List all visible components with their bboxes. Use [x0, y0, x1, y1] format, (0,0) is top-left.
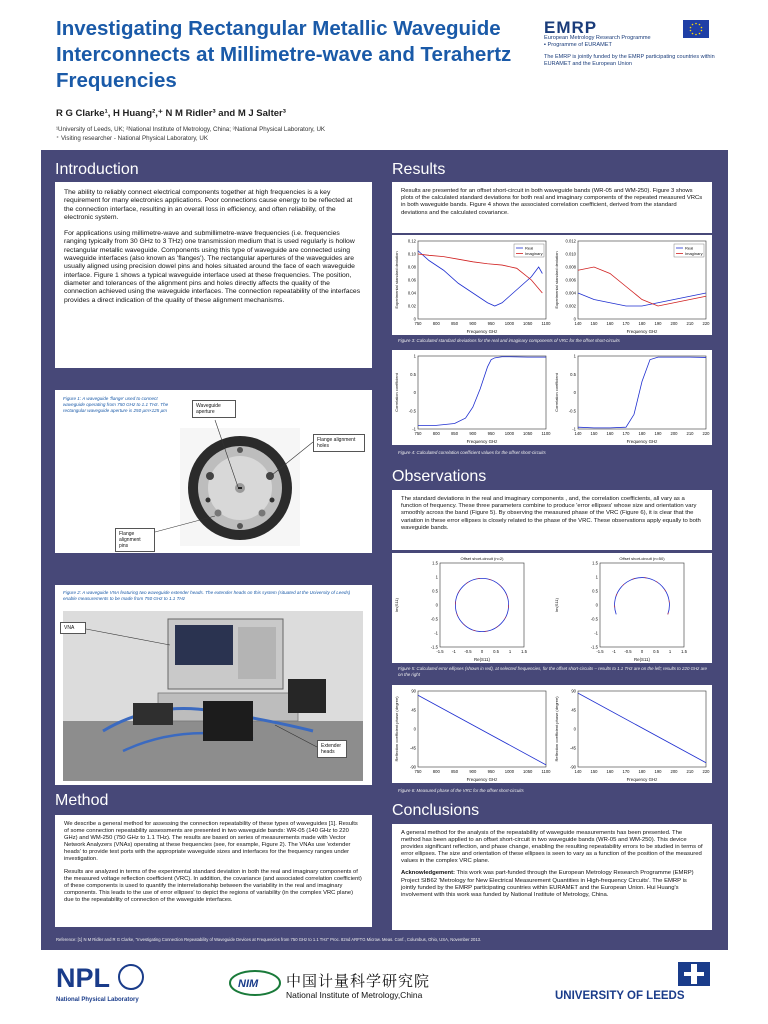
- x-tick-label: 190: [654, 431, 662, 436]
- introduction-heading: Introduction: [55, 161, 139, 178]
- y-tick-label: 0: [413, 726, 416, 732]
- x-tick-label: 1.5: [681, 649, 687, 654]
- poster-title: Investigating Rectangular Metallic Waveguide Interconnects at Millimetre-wave and Terahertz Frequencies: [56, 17, 512, 92]
- leeds-crest-icon: [676, 960, 712, 988]
- x-tick-label: 0: [480, 649, 484, 654]
- y-tick-label: 0.008: [565, 264, 576, 270]
- emrp-funding-note: The EMRP is jointly funded by the EMRP participating countries within EURAMET and the European Union: [544, 54, 715, 67]
- y-tick-label: -1: [412, 426, 416, 432]
- figure-5-box: [392, 553, 712, 663]
- x-tick-label: 200: [670, 431, 678, 436]
- x-tick-label: 140: [574, 321, 582, 326]
- y-tick-label: 0: [573, 726, 576, 732]
- x-tick-label: -1.5: [436, 649, 444, 654]
- y-tick-label: 0: [573, 316, 576, 322]
- label-flange-alignment-pins: Flange alignment pins: [115, 528, 155, 552]
- x-axis-label: Re(S11): [473, 657, 491, 662]
- y-tick-label: 0.004: [565, 290, 576, 296]
- x-tick-label: 160: [606, 321, 614, 326]
- x-tick-label: 220: [702, 431, 710, 436]
- x-axis-label: Frequency GHz: [466, 777, 498, 782]
- introduction-paragraph: For applications using millimetre-wave and submillimetre-wave frequencies (i.e. frequencies ranging typically from 30 GHz to 3 THz) one transmission medium that is used regularly is hollow rectangular metallic waveguide. Components using this type of waveguide are connected using waveguide interfaces (also known as 'flanges'). The rectangular apertures of the waveguides are usually aligned using precision dowel pins and holes situated around the face of each waveguide interface. Figure 1 shows a typical waveguide interface used at these frequencies. The position, diameter and tolerances of the alignment pins and holes directly affects the quality of the connection achieved using the waveguide interfaces. The connection repeatability of the interfaces provides a direct indication of the quality of these alignment mechanisms.: [64, 230, 361, 304]
- affiliation-line: ⁺ Visiting researcher - National Physical Laboratory, UK: [56, 135, 208, 142]
- method-paragraph: We describe a general method for assessing the connection repeatability of these types of waveguides [1]. Results of some connection repeatability assessments are presented in two waveguide bands: WR-05 (140 GHz to 220 GHz) and WM-250 (750 GHz to 1.1 THz). The results are based on series of measurements made with Vector Network Analyzers (VNAs) operating at these frequencies (see, for example, Figure 2). The VNAs use 'extender heads' to provide test ports with the appropriate waveguide sizes and interfaces for the frequency ranges under investigation.: [64, 821, 358, 862]
- y-tick-label: 1: [573, 353, 576, 359]
- results-paragraph: Results are presented for an offset short-circuit in both waveguide bands (WR-05 and WM-250). Figure 3 shows plots of the calculated standard deviations for both real and imaginary components of the repeated measured VRCs in both waveguide bands. Figure 4 shows the associated correlation coefficient, derived from the standard deviations and the calculated covariance.: [401, 188, 703, 216]
- method-paragraph: Results are analyzed in terms of the experimental standard deviation in both the real and imaginary components of the measured voltage reflection coefficient (VRC). In addition, the covariance (and associated correlation coefficient) of these components is used to quantify the interrelationship between the variability in the real and imaginary components. This leads to the use of error ellipses' to depict the regions of variability (in the complex VRC plane) due to the repeatability of connection of the waveguide interfaces.: [64, 869, 362, 903]
- figure-3-right-chart: [552, 235, 712, 335]
- y-tick-label: -90: [409, 764, 416, 770]
- plot-area: [600, 563, 684, 647]
- x-tick-label: -1: [452, 649, 456, 654]
- x-tick-label: 800: [432, 769, 440, 774]
- y-tick-label: 0.04: [407, 290, 416, 296]
- y-tick-label: 0.006: [565, 277, 576, 283]
- x-tick-label: 850: [451, 769, 459, 774]
- x-tick-label: 1050: [523, 321, 533, 326]
- emrp-logo: EMRP: [544, 18, 598, 37]
- x-tick-label: -0.5: [464, 649, 472, 654]
- figure-3-left-chart: [392, 235, 552, 335]
- y-tick-label: -0.5: [408, 408, 416, 414]
- emrp-sub-line: ▪ Programme of EURAMET: [544, 42, 612, 48]
- y-tick-label: 0: [573, 390, 576, 395]
- x-tick-label: 1: [508, 649, 512, 654]
- x-tick-label: 210: [686, 769, 694, 774]
- figure-6-right-chart: [552, 685, 712, 783]
- figure-1-caption: Figure 1: A waveguide 'flange' used to connect waveguide operating from 750 GHz to 1.1 THz. The rectangular waveguide aperture is 250 µm×125 µm: [63, 396, 169, 413]
- y-tick-label: 1: [435, 574, 438, 580]
- legend-label: Real: [525, 245, 534, 251]
- y-tick-label: 0.5: [592, 588, 598, 594]
- y-axis-label: Im(S11): [554, 598, 559, 612]
- y-tick-label: -90: [569, 764, 576, 770]
- figure-5-right-chart: [552, 553, 712, 663]
- y-tick-label: 1.5: [592, 560, 598, 566]
- x-tick-label: 1100: [541, 321, 551, 326]
- x-axis-label: Frequency GHz: [466, 329, 498, 334]
- affiliations: [56, 125, 325, 143]
- figure-6-left-chart: [392, 685, 552, 783]
- x-tick-label: 0.5: [493, 649, 499, 654]
- observations-textbox: [392, 490, 712, 550]
- x-tick-label: 1000: [504, 321, 515, 326]
- figure-2-pointer-lines: [55, 585, 372, 785]
- figure-5-left-chart: [392, 553, 552, 663]
- plot-area: [578, 691, 706, 767]
- y-tick-label: 1: [595, 574, 598, 580]
- x-tick-label: 190: [654, 769, 662, 774]
- x-axis-label: Frequency GHz: [626, 777, 658, 782]
- svg-text:NIM: NIM: [238, 978, 259, 990]
- x-tick-label: 150: [590, 769, 598, 774]
- y-tick-label: -0.5: [430, 616, 438, 622]
- x-tick-label: 200: [670, 321, 678, 326]
- x-tick-label: -1.5: [596, 649, 604, 654]
- introduction-paragraph: The ability to reliably connect electrical components together at high frequencies is a key requirement for many electronics applications. Poor connections cause energy to be reflected at the connection interface, resulting in an overall loss in efficiency, and often reliability, of the electronic system.: [64, 189, 353, 221]
- y-axis-label: Reflection coefficient phase (degree): [394, 696, 399, 762]
- x-tick-label: 170: [622, 431, 630, 436]
- x-tick-label: -0.5: [624, 649, 632, 654]
- conclusions-textbox: [392, 824, 712, 930]
- x-tick-label: -1: [612, 649, 616, 654]
- nim-name-english: National Institute of Metrology,China: [286, 990, 423, 1000]
- x-tick-label: 950: [487, 769, 495, 774]
- label-flange-alignment-holes: Flange alignment holes: [313, 434, 365, 452]
- y-tick-label: -1: [434, 630, 438, 636]
- observations-heading: Observations: [392, 468, 487, 485]
- y-tick-label: 0: [413, 390, 416, 395]
- y-tick-label: 0.12: [407, 238, 416, 244]
- y-tick-label: -45: [409, 745, 416, 751]
- chart-title: Offset short-circuit (n=50): [619, 556, 665, 561]
- x-tick-label: 190: [654, 321, 662, 326]
- x-tick-label: 220: [702, 321, 710, 326]
- y-tick-label: 0: [435, 602, 438, 608]
- y-axis-label: Experimental standard deviation: [554, 251, 559, 309]
- y-tick-label: 0.5: [570, 371, 576, 377]
- x-axis-label: Frequency GHz: [626, 329, 658, 334]
- x-tick-label: 170: [622, 769, 630, 774]
- authors: R G Clarke¹, H Huang²,⁺ N M Ridler³ and M J Salter³: [56, 108, 286, 119]
- x-tick-label: 210: [686, 321, 694, 326]
- leeds-logo: UNIVERSITY OF LEEDS: [555, 990, 685, 1002]
- x-tick-label: 750: [414, 431, 422, 436]
- x-tick-label: 180: [638, 431, 646, 436]
- figure-6-box: [392, 685, 712, 783]
- method-heading: Method: [55, 792, 109, 809]
- y-axis-label: Correlation coefficient: [554, 373, 559, 412]
- legend-label: Imaginary: [685, 251, 703, 256]
- x-tick-label: 750: [414, 321, 422, 326]
- legend-label: Imaginary: [525, 251, 543, 256]
- x-tick-label: 180: [638, 769, 646, 774]
- x-axis-label: Re(S11): [633, 657, 651, 662]
- x-tick-label: 1100: [541, 769, 551, 774]
- y-tick-label: 90: [411, 688, 416, 694]
- method-textbox: [55, 815, 372, 927]
- y-axis-label: Correlation coefficient: [394, 373, 399, 412]
- y-tick-label: 0.08: [407, 264, 416, 270]
- y-tick-label: 0.010: [565, 251, 576, 257]
- x-tick-label: 150: [590, 431, 598, 436]
- x-tick-label: 1000: [504, 769, 515, 774]
- x-tick-label: 160: [606, 769, 614, 774]
- y-tick-label: 45: [411, 707, 416, 713]
- legend-label: Real: [685, 245, 694, 251]
- x-tick-label: 1050: [523, 431, 533, 436]
- x-tick-label: 950: [487, 321, 495, 326]
- x-tick-label: 800: [432, 431, 440, 436]
- x-tick-label: 180: [638, 321, 646, 326]
- y-tick-label: -1: [594, 630, 598, 636]
- y-tick-label: 0.02: [407, 303, 416, 309]
- x-tick-label: 150: [590, 321, 598, 326]
- y-axis-label: Reflection coefficient phase (degree): [554, 696, 559, 762]
- npl-logo: NPL: [56, 963, 110, 993]
- x-tick-label: 0.5: [653, 649, 659, 654]
- plot-area: [440, 563, 524, 647]
- figure-1-box: [55, 390, 372, 553]
- plot-area: [418, 691, 546, 767]
- emrp-subtitle: [544, 35, 651, 49]
- x-tick-label: 1050: [523, 769, 533, 774]
- x-tick-label: 900: [469, 321, 477, 326]
- y-tick-label: 0.5: [432, 588, 438, 594]
- label-extender-heads: Extender heads: [317, 740, 347, 758]
- affiliation-line: ¹University of Leeds, UK; ²National Institute of Metrology, China; ³National Physical Laboratory, UK: [56, 126, 326, 133]
- x-tick-label: 950: [487, 431, 495, 436]
- x-tick-label: 1.5: [521, 649, 527, 654]
- figure-4-caption: Figure 4: Calculated correlation coefficient values for the offset short-circuits: [398, 450, 546, 455]
- x-tick-label: 850: [451, 431, 459, 436]
- x-tick-label: 140: [574, 431, 582, 436]
- results-heading: Results: [392, 161, 446, 178]
- x-tick-label: 0: [640, 649, 644, 654]
- x-tick-label: 170: [622, 321, 630, 326]
- x-axis-label: Frequency GHz: [626, 439, 658, 444]
- plot-area: [418, 356, 546, 429]
- chart-title: Offset short-circuit (n=2): [460, 556, 504, 561]
- x-tick-label: 850: [451, 321, 459, 326]
- x-axis-label: Frequency GHz: [466, 439, 498, 444]
- x-tick-label: 750: [414, 769, 422, 774]
- y-tick-label: -1.5: [430, 644, 438, 650]
- introduction-textbox: [55, 182, 372, 368]
- results-textbox: [392, 182, 712, 233]
- y-tick-label: 0: [413, 316, 416, 322]
- y-tick-label: -1.5: [590, 644, 598, 650]
- y-tick-label: -45: [569, 745, 576, 751]
- acknowledgement-text: This work was part-funded through the European Metrology Research Programme (EMRP) Project SIB62 'Metrology for New Electrical Measurement Quantities in High-frequency Circuits'. The EMRP is jointly funded by the EMRP participating countries within EURAMET and the European Union. Hui Huang's involvement with this work was funded by National Institute of Metrology, China.: [401, 870, 694, 898]
- y-axis-label: Im(S11): [394, 598, 399, 612]
- x-tick-label: 900: [469, 431, 477, 436]
- x-tick-label: 140: [574, 769, 582, 774]
- x-tick-label: 1100: [541, 431, 551, 436]
- x-tick-label: 1000: [504, 431, 515, 436]
- x-tick-label: 1: [668, 649, 672, 654]
- y-tick-label: -0.5: [568, 408, 576, 414]
- x-tick-label: 220: [702, 769, 710, 774]
- nim-name-chinese: 中国计量科学研究院: [286, 973, 431, 990]
- reference: Reference: [1] N M Ridler and R G Clarke, "Investigating Connection Repeatability of Waveguide Devices at Frequencies from 750 GHz to 1.1 THz" Proc. 82nd ARFTG Microw. Meas. Conf., Columbus, Ohio, USA, November 2013.: [56, 937, 482, 942]
- figure-4-box: [392, 350, 712, 445]
- figure-3-caption: Figure 3: Calculated standard deviations for the real and imaginary components of VRC for the offset short-circuits: [398, 338, 620, 343]
- y-axis-label: Experimental standard deviation: [394, 251, 399, 309]
- y-tick-label: 0.012: [565, 238, 576, 244]
- y-tick-label: -1: [572, 426, 576, 432]
- observations-paragraph: The standard deviations in the real and imaginary components , and, the correlation coefficients, all vary as a function of frequency. These three parameters combine to produce 'error ellipses' whose size and orientation vary smoothly across the band (Figure 5). By observing the measured phase of the VRC (Figure 6), it is clear that the variation in these error ellipses is closely related to the phase of the VRC. These observations apply equally to both waveguide bands.: [401, 496, 701, 531]
- emrp-sub-line: European Metrology Research Programme: [544, 35, 651, 41]
- figure-6-caption: Figure 6: Measured phase of the VRC for the offset short-circuits: [398, 788, 524, 793]
- plot-area: [578, 356, 706, 429]
- figure-4-left-chart: [392, 350, 552, 445]
- nim-logo-icon: [228, 968, 282, 998]
- y-tick-label: 0.10: [407, 251, 416, 257]
- figure-3-box: [392, 235, 712, 335]
- y-tick-label: -0.5: [590, 616, 598, 622]
- y-tick-label: 90: [571, 688, 576, 694]
- y-tick-label: 1.5: [432, 560, 438, 566]
- figure-2-caption: Figure 2: A waveguide VNA featuring two waveguide extender heads. The extender heads on this system (situated at the University of Leeds) enable measurements to be made from 750 GHz to 1.1 THz: [63, 590, 351, 601]
- y-tick-label: 1: [413, 353, 416, 359]
- figure-1-pointer-lines: [55, 390, 372, 553]
- label-waveguide-aperture: Waveguide aperture: [192, 400, 236, 418]
- conclusions-heading: Conclusions: [392, 802, 480, 819]
- y-tick-label: 0: [595, 602, 598, 608]
- npl-crest-icon: [118, 964, 144, 990]
- label-vna: VNA: [60, 622, 86, 634]
- x-tick-label: 200: [670, 769, 678, 774]
- figure-2-box: [55, 585, 372, 785]
- acknowledgement-label: Acknowledgement:: [401, 870, 456, 877]
- figure-5-caption: Figure 5: Calculated error ellipses (shown in red), at selected frequencies, for the offset short-circuits – results to 1.1 THz are on the left; results to 220 GHz are on the right: [398, 666, 707, 677]
- y-tick-label: 0.002: [565, 303, 576, 309]
- conclusions-paragraph: A general method for the analysis of the repeatability of waveguide measurements has been presented. The method has been applied to an offset short-circuit in two waveguide bands (WR-05 and WM-250). This device provides significant reflection, and phase change, enabling the resulting repeatability errors to be studied in terms of error ellipses. The size and orientation of these ellipses is seen to vary as a function of the position of the measured values in the complex VRC plane.: [401, 830, 703, 865]
- x-tick-label: 800: [432, 321, 440, 326]
- eu-flag-icon: [683, 20, 709, 38]
- npl-subtitle: National Physical Laboratory: [56, 997, 139, 1003]
- x-tick-label: 210: [686, 431, 694, 436]
- y-tick-label: 45: [571, 707, 576, 713]
- x-tick-label: 900: [469, 769, 477, 774]
- figure-4-right-chart: [552, 350, 712, 445]
- y-tick-label: 0.06: [407, 277, 416, 283]
- x-tick-label: 160: [606, 431, 614, 436]
- y-tick-label: 0.5: [410, 371, 416, 377]
